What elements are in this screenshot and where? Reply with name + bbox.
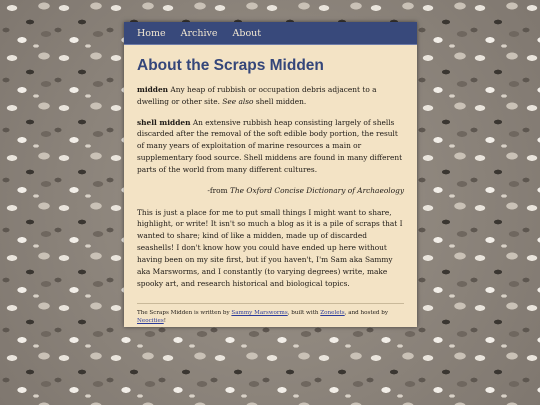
author-link[interactable]: Sammy Marsworms	[231, 310, 288, 317]
shell-midden-term: shell midden	[137, 117, 191, 127]
citation	[137, 185, 404, 197]
midden-text: Any heap of rubbish or occupation debris adjacent to a dwelling or other site.	[137, 84, 377, 106]
nav-about-link[interactable]: About	[232, 27, 262, 39]
citation-source: The Oxford Concise Dictionary of Archaeology	[229, 185, 404, 195]
shell-midden-definition	[137, 117, 404, 176]
midden-definition	[137, 84, 404, 108]
midden-term: midden	[137, 84, 169, 94]
citation-prefix: -from	[207, 185, 230, 195]
footer	[137, 310, 404, 326]
navbar	[124, 22, 417, 45]
nav-home-link[interactable]: Home	[137, 27, 166, 39]
shell-midden-text: An extensive rubbish heap consisting largely of shells discarded after the removal of the soft edible body portion, the result of many years of exploitation of marine resources a main or supplementary food source. Shell middens are found in many different parts of the world from many different cultures.	[137, 117, 403, 174]
nav-archive-link[interactable]: Archive	[180, 27, 218, 39]
footer-suffix: !	[163, 318, 166, 325]
footer-middle: , built with	[287, 310, 321, 317]
neocities-link[interactable]: Neocities	[137, 318, 164, 325]
footer-middle2: , and hosted by	[344, 310, 389, 317]
main-content	[124, 45, 417, 326]
footer-divider	[137, 303, 404, 304]
footer-prefix: The Scraps Midden is written by	[137, 310, 232, 317]
page-title: About the Scraps Midden	[137, 57, 324, 74]
about-paragraph: This is just a place for me to put small things I might want to share, highlight, or write! It isn't so much a blog as it is a pile of scraps that I wanted to share; kind of like a midden, made up of discarded seashells! I don't know how you could have ended up here without having been on my site first, but if you haven't, I'm Sam aka Sammy aka Marsworms, and I constantly (to varying degrees) write, make spooky art, and research historical and biological topics.	[137, 207, 403, 288]
zonelets-link[interactable]: Zonelets	[320, 310, 345, 317]
see-also-label: See also	[222, 96, 254, 106]
see-also-rest: shell midden.	[253, 96, 307, 106]
page-container	[124, 22, 417, 327]
